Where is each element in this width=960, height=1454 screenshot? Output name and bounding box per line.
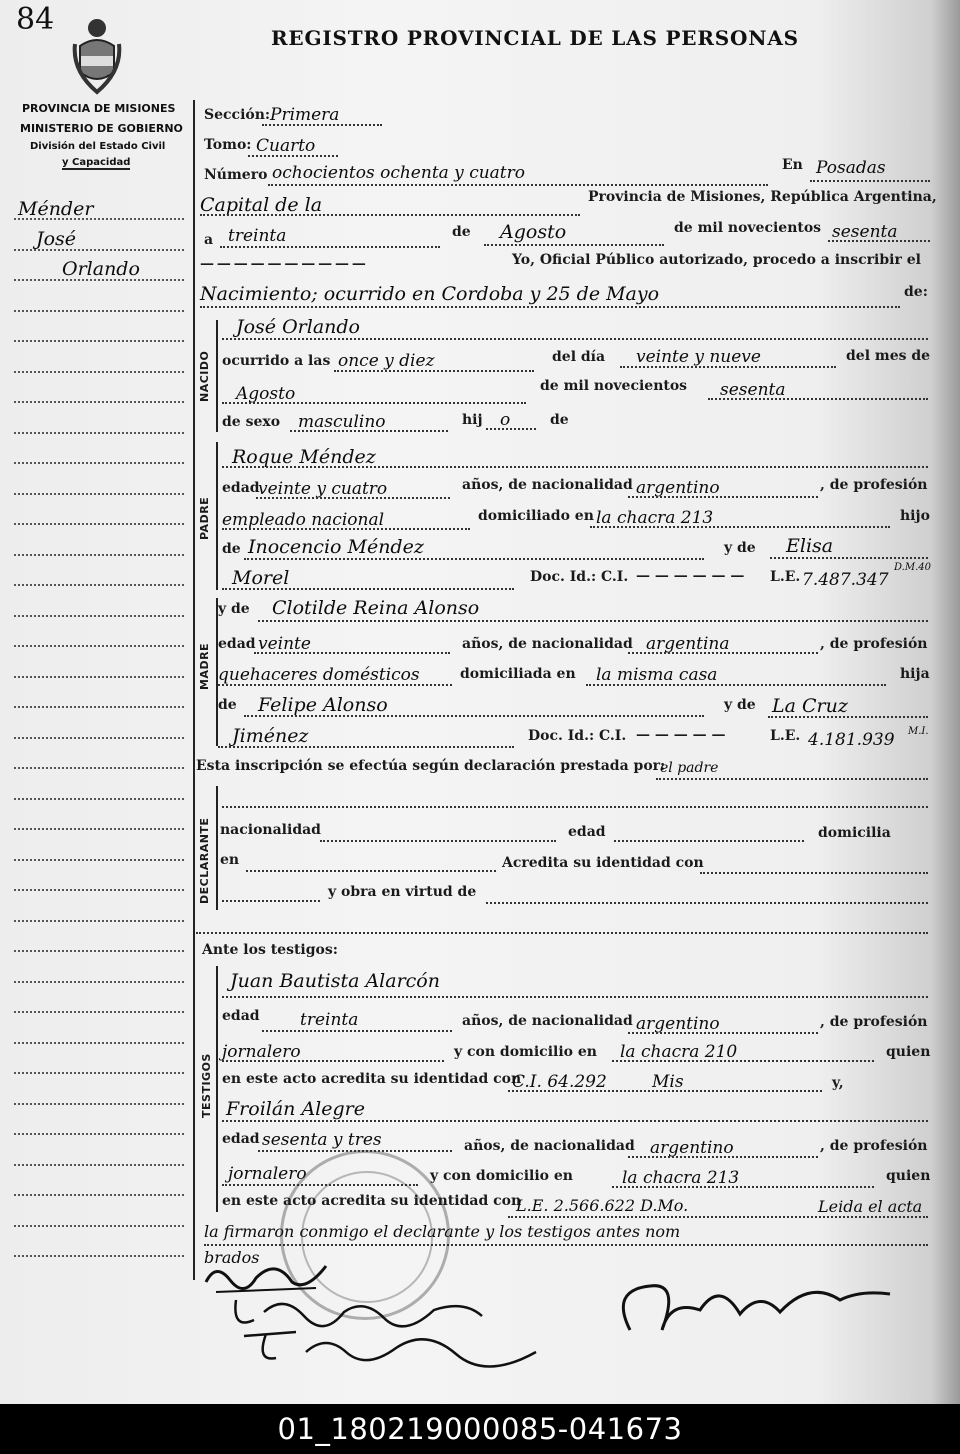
value-madre-y-de2: Jiménez: [232, 725, 309, 747]
sidebar-rule: [14, 1011, 184, 1013]
label-padre-le: L.E.: [770, 569, 801, 585]
rule-dia: [220, 246, 440, 248]
value-testigo2-edad: sesenta y tres: [262, 1130, 382, 1150]
rule-madre-nac: [628, 652, 818, 654]
value-nacido-nombre: José Orlando: [236, 316, 360, 338]
label-declarante-en: en: [220, 852, 240, 868]
nacido-bracket: [216, 320, 218, 432]
sidebar-rule: [14, 676, 184, 678]
sidebar-rule: [14, 1103, 184, 1105]
rule-hij: [486, 428, 536, 430]
value-dashes: — — — — — — — — — —: [200, 256, 365, 272]
label-madre-edad: edad: [218, 636, 256, 652]
value-leida-2: la firmaron conmigo el declarante y los testigos antes nom: [204, 1222, 681, 1241]
label-sexo: de sexo: [222, 414, 281, 430]
sidebar-rule: [14, 1225, 184, 1227]
sidebar-rule: [14, 981, 184, 983]
value-madre-ci: — — — — —: [636, 727, 726, 743]
label-testigo2-nac: años, de nacionalidad: [464, 1138, 635, 1154]
value-madre-edad: veinte: [258, 634, 311, 654]
rule-acredita: [700, 872, 928, 874]
value-madre-dom: la misma casa: [596, 665, 718, 685]
value-padre-de: Inocencio Méndez: [248, 536, 424, 558]
value-dia-nac: veinte y nueve: [636, 347, 761, 367]
section-nacido: NACIDO: [198, 350, 211, 402]
label-madre-de: de: [218, 697, 237, 713]
label-en: En: [782, 157, 803, 173]
value-seccion: Primera: [270, 105, 340, 125]
value-testigo1-nac: argentino: [636, 1014, 720, 1034]
value-padre-y-de: Elisa: [786, 535, 834, 557]
value-testigo1-edad: treinta: [300, 1010, 359, 1030]
label-madre-y-de-2: y de: [724, 697, 756, 713]
sidebar-surname: Ménder: [18, 198, 94, 220]
label-madre-le: L.E.: [770, 728, 801, 744]
sidebar-rule: [14, 432, 184, 434]
value-hij-o: o: [500, 410, 511, 430]
label-testigo1-edad: edad: [222, 1008, 260, 1024]
signature-oficial: [600, 1270, 900, 1350]
label-padre-y-de: y de: [724, 540, 756, 556]
label-hij: hij: [462, 412, 483, 428]
rule-mes-nac: [222, 402, 526, 404]
rule-anio: [828, 240, 930, 242]
rule-mes: [484, 244, 664, 246]
value-mes: Agosto: [500, 221, 567, 243]
value-testigo1-dom: la chacra 210: [620, 1042, 738, 1062]
rule-testigo2-nac: [628, 1156, 818, 1158]
value-madre-nac: argentina: [646, 634, 730, 654]
label-declarante-nac: nacionalidad: [220, 822, 321, 838]
label-padre-de: de: [222, 541, 241, 557]
label-obra: y obra en virtud de: [328, 884, 477, 900]
label-acredita: Acredita su identidad con: [502, 855, 704, 871]
form-left-rule: [193, 100, 195, 1280]
rule-tomo: [248, 155, 338, 157]
sidebar-rule: [14, 889, 184, 891]
label-madre-prof: , de profesión: [820, 636, 928, 652]
rule-padre-nombre: [222, 466, 928, 468]
sidebar-rule: [14, 340, 184, 342]
label-ante-testigos: Ante los testigos:: [202, 942, 338, 958]
signature-testigo-2: [236, 1322, 556, 1370]
sidebar-rule: [14, 584, 184, 586]
org-line-4: y Capacidad: [62, 157, 131, 168]
sidebar-rule: [14, 615, 184, 617]
org-line-2: MINISTERIO DE GOBIERNO: [20, 122, 183, 135]
label-declarante-edad: edad: [568, 824, 606, 840]
label-madre-y-de: y de: [218, 601, 250, 617]
label-padre-dom: domiciliado en: [478, 508, 594, 524]
sidebar-rule: [14, 554, 184, 556]
value-madre-de: Felipe Alonso: [258, 694, 388, 716]
label-hijo: hijo: [900, 508, 930, 524]
sidebar-rule: [14, 737, 184, 739]
value-testigo1-prof: jornalero: [222, 1042, 301, 1062]
padre-bracket: [216, 442, 218, 590]
value-padre-le-note: D.M.40: [894, 562, 931, 573]
label-testigo1-acredita: en este acto acredita su identidad con: [222, 1071, 522, 1087]
value-hora: once y diez: [338, 351, 435, 371]
rule-sexo: [290, 430, 448, 432]
label-tomo: Tomo:: [204, 137, 252, 153]
sidebar-given-name-1: José: [36, 228, 77, 250]
rule-declarante-nombre: [222, 806, 928, 808]
label-de-mes: de: [452, 224, 471, 240]
rule-dia-nac: [620, 366, 836, 368]
rule-declarante-edad: [614, 840, 804, 842]
value-padre-nombre: Roque Méndez: [232, 446, 376, 468]
sidebar-rule: [14, 462, 184, 464]
value-lugar: Posadas: [816, 158, 886, 178]
rule-nacido-nombre: [222, 338, 928, 340]
sidebar-rule: [14, 1042, 184, 1044]
rule-madre-de: [244, 715, 704, 717]
section-declarante: DECLARANTE: [198, 817, 211, 904]
rule-blank: [196, 932, 928, 934]
registry-title: REGISTRO PROVINCIAL DE LAS PERSONAS: [271, 26, 799, 50]
sidebar-rule: [14, 645, 184, 647]
label-hija: hija: [900, 666, 930, 682]
rule-testigo1-nombre: [222, 996, 928, 998]
rule-padre-de: [244, 558, 704, 560]
sidebar-rule: [14, 310, 184, 312]
sidebar-rule: [14, 859, 184, 861]
label-testigo2-edad: edad: [222, 1131, 260, 1147]
value-capital: Capital de la: [200, 194, 323, 216]
label-de-mil-nac: de mil novecientos: [540, 378, 688, 394]
value-leida-3: brados: [204, 1248, 260, 1267]
rule-declarante-obra-pre: [222, 900, 320, 902]
label-de-colon: de:: [904, 284, 928, 300]
rule-madre-edad: [254, 652, 450, 654]
rule-testigo2-doc: [508, 1216, 928, 1218]
rule-acto: [200, 306, 900, 308]
label-testigo2-acredita: en este acto acredita su identidad con: [222, 1193, 522, 1209]
value-dia: treinta: [228, 226, 287, 246]
rule-capital: [200, 214, 580, 216]
rule-padre-edad: [256, 497, 450, 499]
value-testigo2-doc: L.E. 2.566.622 D.Mo.: [516, 1196, 689, 1215]
rule-testigo1-edad: [262, 1030, 452, 1032]
label-del-dia: del día: [552, 349, 606, 365]
value-numero: ochocientos ochenta y cuatro: [272, 163, 525, 183]
value-madre-le-note: M.I.: [908, 726, 929, 737]
rule-testigo1-prof: [222, 1060, 444, 1062]
value-padre-nac: argentino: [636, 478, 720, 498]
org-line-1: PROVINCIA DE MISIONES: [22, 102, 176, 115]
rule-hora: [334, 370, 534, 372]
label-testigo2-dom: y con domicilio en: [430, 1168, 573, 1184]
value-testigo1-doc: C.I. 64.292: [512, 1072, 607, 1092]
rule-madre-nombre: [258, 620, 928, 622]
label-ocurrido: ocurrido a las: [222, 353, 331, 369]
value-madre-le: 4.181.939: [808, 730, 895, 750]
sidebar-rule: [14, 493, 184, 495]
sidebar-rule: [14, 798, 184, 800]
sidebar-rule: [14, 767, 184, 769]
value-padre-edad: veinte y cuatro: [258, 479, 388, 499]
sidebar-given-name-2: Orlando: [62, 258, 140, 280]
label-testigo2-quien: quien: [886, 1168, 931, 1184]
label-yo: Yo, Oficial Público autorizado, procedo a inscribir el: [512, 252, 921, 268]
value-padre-ci: — — — — — —: [636, 568, 745, 584]
value-testigo2-prof: jornalero: [228, 1164, 307, 1184]
value-leida-1: Leida el acta: [818, 1197, 923, 1216]
rule-declarante-nac: [320, 840, 556, 842]
declarante-bracket: [216, 786, 218, 910]
label-declarante-domicilia: domicilia: [818, 825, 891, 841]
value-acto: Nacimiento; ocurrido en Cordoba y 25 de Mayo: [200, 283, 660, 305]
label-a: a: [204, 232, 214, 248]
value-madre-y-de: La Cruz: [772, 695, 848, 717]
section-padre: PADRE: [198, 496, 211, 540]
label-seccion: Sección:: [204, 107, 271, 123]
label-de-mil: de mil novecientos: [674, 220, 822, 236]
sidebar-rule: [14, 706, 184, 708]
rule-testigo1-dom: [612, 1060, 874, 1062]
rule-madre-y-de2: [218, 746, 514, 748]
value-testigo2-nac: argentino: [650, 1138, 734, 1158]
sidebar-rule: [14, 371, 184, 373]
label-provincia: Provincia de Misiones, República Argentina,: [588, 189, 937, 205]
sidebar-rule: [14, 950, 184, 952]
value-declarante-por: el padre: [660, 760, 719, 776]
value-padre-dom: la chacra 213: [596, 508, 714, 528]
sidebar-rule: [14, 1133, 184, 1135]
rule-padre-y-de2: [222, 588, 514, 590]
sidebar-rule: [14, 523, 184, 525]
label-testigo2-prof: , de profesión: [820, 1138, 928, 1154]
value-padre-prof: empleado nacional: [222, 510, 385, 530]
page-number: 84: [16, 2, 55, 37]
label-madre-nac: años, de nacionalidad: [462, 636, 633, 652]
rule-declarante-por: [656, 778, 928, 780]
label-del-mes: del mes de: [846, 348, 931, 364]
label-esta-inscripcion: Esta inscripción se efectúa según declaración prestada por:: [196, 758, 666, 774]
value-testigo2-nombre: Froilán Alegre: [226, 1098, 365, 1120]
value-mes-nac: Agosto: [236, 384, 296, 404]
value-testigo1-nombre: Juan Bautista Alarcón: [230, 970, 440, 992]
value-anio-nac: sesenta: [720, 380, 786, 400]
org-line-3: División del Estado Civil: [30, 141, 166, 152]
rule-lugar: [810, 180, 930, 182]
sidebar-rule: [14, 1194, 184, 1196]
label-padre-prof: , de profesión: [820, 477, 928, 493]
label-testigo1-dom: y con domicilio en: [454, 1044, 597, 1060]
value-padre-le: 7.487.347: [802, 570, 889, 590]
label-madre-dom: domiciliada en: [460, 666, 576, 682]
rule-obra: [486, 902, 928, 904]
value-testigo1-doc-note: Mis: [652, 1072, 684, 1092]
sidebar-rule: [14, 401, 184, 403]
sidebar-rule: [14, 1164, 184, 1166]
label-padre-nac: años, de nacionalidad: [462, 477, 633, 493]
rule-numero: [268, 184, 768, 186]
label-madre-doc: Doc. Id.: C.I.: [528, 728, 627, 744]
value-padre-y-de2: Morel: [232, 567, 290, 589]
rule-testigo2-dom: [612, 1186, 874, 1188]
rule-padre-dom: [590, 526, 890, 528]
testigos-bracket: [216, 966, 218, 1212]
label-testigo1-prof: , de profesión: [820, 1014, 928, 1030]
label-padre-doc: Doc. Id.: C.I.: [530, 569, 629, 585]
value-sexo: masculino: [298, 412, 386, 432]
rule-declarante-en: [246, 870, 496, 872]
rule-padre-y-de: [770, 557, 928, 559]
rule-padre-prof: [222, 528, 470, 530]
coat-of-arms-icon: [72, 16, 122, 96]
value-tomo: Cuarto: [256, 136, 316, 156]
rule-testigo1-doc: [508, 1090, 822, 1092]
sidebar-rule: [14, 920, 184, 922]
rule-madre-y-de: [768, 716, 928, 718]
rule-seccion: [262, 124, 382, 126]
sidebar-rule: [14, 828, 184, 830]
rule-anio-nac: [708, 398, 928, 400]
rule-madre-dom: [586, 684, 886, 686]
label-testigo1-quien: quien: [886, 1044, 931, 1060]
rule-testigo1-nac: [628, 1032, 818, 1034]
label-de-padres: de: [550, 412, 569, 428]
rule-testigo2-nombre: [222, 1120, 928, 1122]
sidebar-rule: [14, 1072, 184, 1074]
value-testigo2-dom: la chacra 213: [622, 1168, 740, 1188]
label-numero: Número: [204, 167, 268, 183]
rule-padre-nac: [628, 496, 818, 498]
section-testigos: TESTIGOS: [200, 1053, 213, 1118]
value-anio: sesenta: [832, 222, 898, 242]
label-testigo1-nac: años, de nacionalidad: [462, 1013, 633, 1029]
value-madre-prof: quehaceres domésticos: [218, 665, 420, 685]
file-caption: 01_180219000085-041673: [0, 1404, 960, 1454]
section-madre: MADRE: [198, 642, 211, 690]
label-y-comma: y,: [832, 1075, 844, 1091]
label-padre-edad: edad: [222, 480, 260, 496]
sidebar-rule: [14, 1255, 184, 1257]
value-madre-nombre: Clotilde Reina Alonso: [272, 597, 480, 619]
rule-madre-prof: [218, 684, 452, 686]
